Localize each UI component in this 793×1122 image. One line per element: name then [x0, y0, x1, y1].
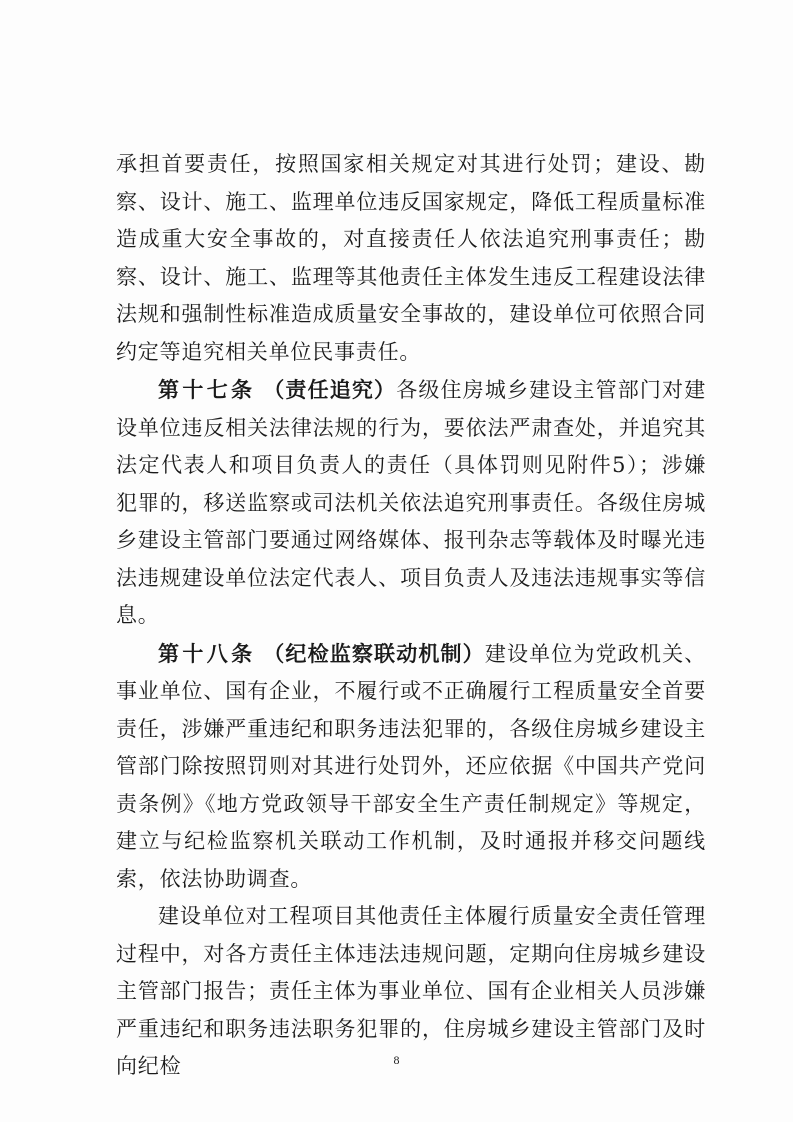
article-18-paragraph [116, 635, 706, 899]
paragraph-text: 承担首要责任，按照国家相关规定对其进行处罚；建设、勘察、设计、施工、监理单位违反国家规定，降低工程质量标准造成重大安全事故的，对直接责任人依法追究刑事责任；勘察、设计、施工、监理等其他责任主体发生违反工程建设法律法规和强制性标准造成质量安全事故的，建设单位可依照合同约定等追究相关单位民事责任。 [116, 152, 706, 364]
document-body [116, 146, 706, 1086]
article-heading: （纪检监察联动机制） [263, 640, 485, 666]
article-17-paragraph [116, 371, 706, 635]
paragraph-text: 建设单位为党政机关、事业单位、国有企业，不履行或不正确履行工程质量安全首要责任，涉嫌严重违纪和职务违法犯罪的，各级住房城乡建设主管部门除按照罚则对其进行处罚外，还应依据《中国共产党问责条例》《地方党政领导干部安全生产责任制规定》等规定，建立与纪检监察机关联动工作机制，及时通报并移交问题线索，依法协助调查。 [116, 641, 707, 891]
page-number: 8 [393, 1053, 400, 1067]
paragraph-continuation [116, 146, 706, 371]
article-heading: （责任追究） [263, 377, 397, 402]
article-number: 第十八条 [158, 640, 256, 666]
article-number: 第十七条 [158, 377, 256, 402]
paragraph-text: 建设单位对工程项目其他责任主体履行质量安全责任管理过程中，对各方责任主体违法违规问题，定期向住房城乡建设主管部门报告；责任主体为事业单位、国有企业相关人员涉嫌严重违纪和职务违法职务犯罪的，住房城乡建设主管部门及时向纪检 [116, 904, 706, 1078]
paragraph-text: 各级住房城乡建设主管部门对建设单位违反相关法律法规的行为，要依法严肃查处，并追究其法定代表人和项目负责人的责任（具体罚则见附件5）；涉嫌犯罪的，移送监察或司法机关依法追究刑事责任。各级住房城乡建设主管部门要通过网络媒体、报刊杂志等载体及时曝光违法违规建设单位法定代表人、项目负责人及违法违规事实等信息。 [116, 378, 707, 627]
